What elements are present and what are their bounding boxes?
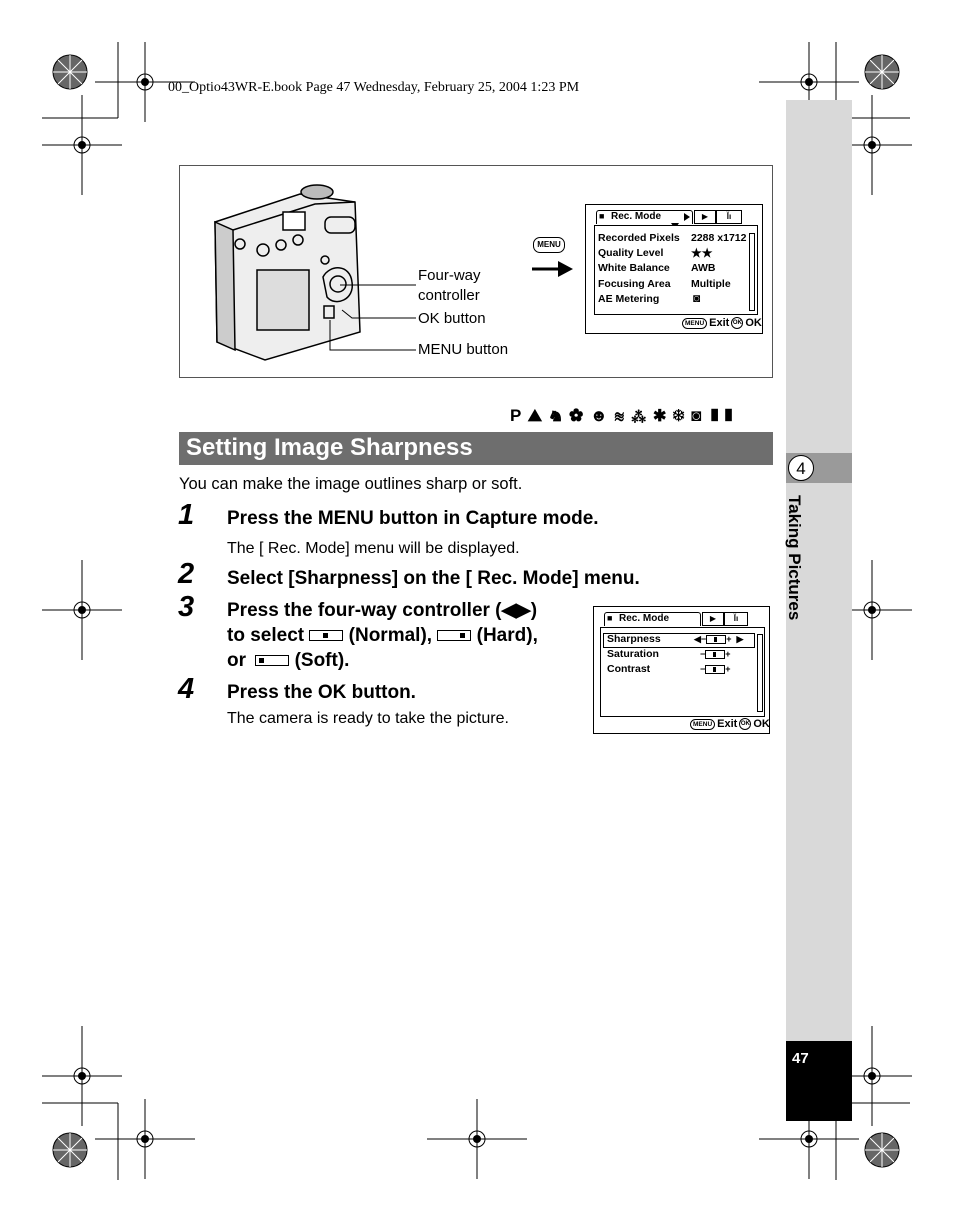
menu-row-name: Focusing Area: [598, 278, 671, 290]
rec-mode-tab: ■ Rec. Mode: [596, 210, 693, 224]
ok-button-label: OK button: [418, 310, 486, 327]
menu-row-name: AE Metering: [598, 293, 660, 305]
chapter-title: Taking Pictures: [785, 495, 804, 621]
step-number: 4: [178, 673, 195, 705]
step-number: 3: [178, 591, 195, 623]
soft-sharpness-icon: [255, 655, 289, 666]
menu-button-icon: MENU: [682, 318, 707, 329]
menu-footer: [682, 317, 762, 329]
print-header: 00_Optio43WR-E.book Page 47 Wednesday, February 25, 2004 1:23 PM: [168, 80, 580, 95]
playback-tab-icon: ▶: [694, 210, 716, 224]
page-number: 47: [792, 1050, 809, 1067]
hard-sharpness-icon: [437, 630, 471, 641]
four-way-controller-label-line2: controller: [418, 287, 480, 304]
step-number: 1: [178, 499, 195, 531]
step-subtext: The camera is ready to take the picture.: [227, 710, 509, 727]
ok-label: OK: [753, 718, 770, 730]
menu-row-value: 2288 x1712: [691, 232, 747, 244]
step-subtext: The [ Rec. Mode] menu will be displayed.: [227, 540, 520, 557]
section-title: Setting Image Sharpness: [186, 434, 473, 461]
menu-row-name: Sharpness: [607, 633, 661, 645]
normal-sharpness-icon: [309, 630, 343, 641]
ok-button-icon: OK: [739, 718, 751, 730]
exit-label: Exit: [717, 718, 738, 730]
chapter-number: 4: [788, 455, 814, 481]
ok-label: OK: [745, 317, 762, 329]
menu-row-name: Saturation: [607, 648, 659, 660]
rec-mode-menu-screen: [585, 204, 763, 334]
rec-mode-tab-label: Rec. Mode: [619, 613, 670, 624]
exit-label: Exit: [709, 317, 730, 329]
menu-row-name: Recorded Pixels: [598, 232, 680, 244]
tab-arrow-icon: [684, 213, 690, 221]
menu-row-name: White Balance: [598, 262, 670, 274]
rec-mode-tab: ■ Rec. Mode: [604, 612, 701, 626]
setup-tab-icon: Ĭı: [724, 612, 748, 626]
ok-button-icon: OK: [731, 317, 743, 329]
menu-row-value: AWB: [691, 262, 716, 274]
step-text-line2: to select (Normal), (Hard),: [227, 625, 538, 646]
menu-button-label: MENU button: [418, 341, 509, 358]
contrast-slider: − +: [700, 664, 731, 674]
step-text: Select [Sharpness] on the [ Rec. Mode] menu.: [227, 568, 640, 589]
sharpness-slider: ◀− + ▶: [694, 634, 744, 644]
step-number: 2: [178, 558, 195, 590]
step-text-line1: Press the four-way controller (◀▶): [227, 600, 538, 621]
saturation-slider: − +: [700, 649, 731, 659]
menu-button-icon: MENU: [533, 237, 565, 253]
setup-tab-icon: Ĭı: [716, 210, 742, 224]
menu-row-name: Quality Level: [598, 247, 664, 259]
rec-mode-tab-label: Rec. Mode: [611, 211, 662, 222]
shooting-mode-icons: P ⛰ ♞ ✿ ☻ ≋ ⁂ ✱ ❄ ◙ ▮▮: [510, 406, 736, 425]
scrollbar: [749, 233, 755, 311]
metering-icon: ◙: [693, 291, 701, 305]
scrollbar: [757, 634, 763, 712]
step-text-line3: or (Soft).: [227, 650, 350, 671]
menu-button-icon: MENU: [690, 719, 715, 730]
callout-lines: [320, 270, 420, 360]
menu-row-value: Multiple: [691, 278, 731, 290]
playback-tab-icon: ▶: [702, 612, 724, 626]
sharpness-menu-screen: [593, 606, 770, 734]
menu-footer: [690, 718, 770, 730]
quality-stars: ★★: [691, 246, 713, 260]
step-text: Press the MENU button in Capture mode.: [227, 508, 599, 529]
right-arrow-icon: [530, 258, 575, 280]
menu-row-name: Contrast: [607, 663, 651, 675]
step-text: Press the OK button.: [227, 682, 416, 703]
intro-text: You can make the image outlines sharp or soft.: [179, 475, 523, 493]
four-way-controller-label-line1: Four-way: [418, 267, 481, 284]
